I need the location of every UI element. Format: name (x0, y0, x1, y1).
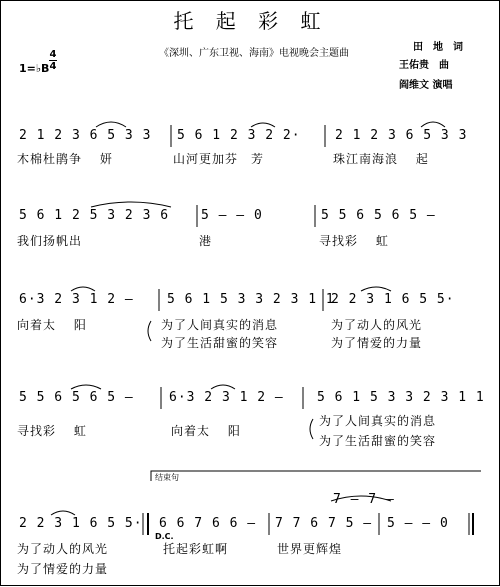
lyric-line: 为了生活甜蜜的笑容 (161, 336, 279, 350)
lyric-line: 为了情爱的力量 (17, 562, 109, 576)
lyric-line: 向着太 阳 (171, 424, 241, 438)
melody-measure-group: 5 5 6 5 6 5 – (19, 390, 134, 405)
lyric-line: 为了人间真实的消息 (161, 318, 279, 332)
melody-measure-group: 2 2 3 1 6 5 5· (19, 516, 143, 531)
melody-measure-group: 6 6 7 6 6 – (159, 516, 257, 531)
melody-measure-group: 5 – – 0 (201, 208, 263, 223)
melody-measure-group: 5 6 1 2 3 2 2· (177, 128, 301, 143)
melody-measure-group: 2 1 2 3 6 5 3 3 (335, 128, 468, 143)
melody-measure-group: 5 6 1 5 3 3 2 3 1 1 (317, 390, 485, 405)
lyric-line: 寻找彩 虹 (319, 234, 389, 248)
lyric-line: 我们扬帆出 (17, 234, 83, 248)
song-subtitle: 《深圳、广东卫视、海南》电视晚会主题曲 (159, 48, 349, 59)
melody-measure-group: 7 7 6 7 5 – (275, 516, 373, 531)
lyric-line: 托起彩虹啊 (163, 542, 229, 556)
lyric-line: 向着太 阳 (17, 318, 87, 332)
da-capo-mark: D.C. (155, 532, 174, 541)
melody-measure-group: 6·3 2 3 1 2 – (169, 390, 284, 405)
lyricist-credit: 田 地 词 (413, 42, 463, 53)
lyric-line: 山河更加芬 芳 (173, 152, 265, 166)
singer-credit: 阎维文 演唱 (399, 80, 453, 91)
upper-voice-notes: 7 – 7 – (333, 492, 395, 507)
melody-measure-group: 5 – – 0 (387, 516, 449, 531)
lyric-line: 港 (199, 234, 213, 248)
lyric-line: 世界更辉煌 (277, 542, 343, 556)
lyric-line: 为了动人的风光 (331, 318, 423, 332)
melody-measure-group: 5 5 6 5 6 5 – (321, 208, 436, 223)
lyric-line: 木棉杜鹃争 妍 (17, 152, 113, 166)
melody-measure-group: 2 1 2 3 6 5 3 3 (19, 128, 152, 143)
melody-measure-group: 6·3 2 3 1 2 – (19, 292, 134, 307)
lyric-line: 为了动人的风光 (17, 542, 109, 556)
time-signature-top: 4 (49, 49, 57, 60)
song-title: 托 起 彩 虹 (173, 9, 329, 33)
lyric-line: 为了生活甜蜜的笑容 (319, 434, 437, 448)
lyric-line: 为了情爱的力量 (331, 336, 423, 350)
lyric-line: 寻找彩 虹 (17, 424, 87, 438)
composer-credit: 王佑贵 曲 (399, 60, 449, 71)
melody-measure-group: 5 6 1 2 5 3 2 3 6 (19, 208, 170, 223)
melody-measure-group: 2 2 3 1 6 5 5· (331, 292, 455, 307)
time-signature-bottom: 4 (49, 61, 57, 72)
lyric-line: 珠江南海浪 起 (333, 152, 429, 166)
ending-phrase-label: 结束句 (155, 473, 179, 482)
lyric-line: 为了人间真实的消息 (319, 414, 437, 428)
melody-measure-group: 5 6 1 5 3 3 2 3 1 1 (167, 292, 335, 307)
key-signature: 1=♭B (19, 62, 50, 75)
